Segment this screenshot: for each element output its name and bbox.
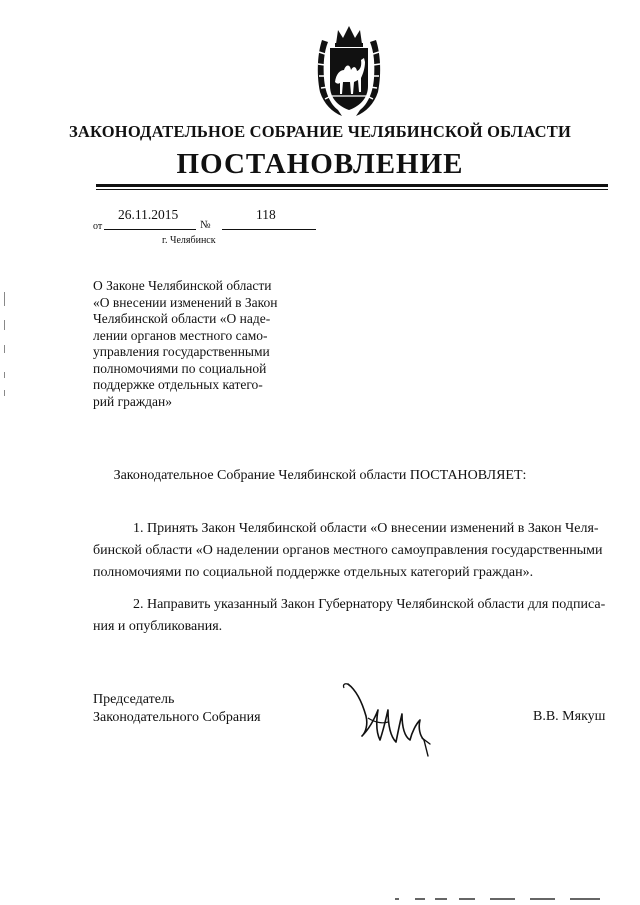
paragraph-line: бинской области «О наделении органов местного самоуправления государственными	[93, 543, 603, 558]
subject-line: Челябинской области «О наде-	[93, 311, 271, 326]
scan-mark	[4, 320, 5, 330]
signatory-name: В.В. Мякуш	[533, 709, 606, 724]
number-prefix: №	[200, 219, 211, 231]
date-underline	[104, 229, 196, 230]
subject-line: полномочиями по социальной	[93, 360, 267, 376]
signatory-role	[93, 691, 261, 727]
subject-line: поддержке отдельных катего-	[93, 377, 263, 392]
coat-of-arms-icon	[316, 22, 382, 118]
resolution-item-2	[93, 594, 608, 638]
subject-line: управления государственными	[93, 344, 270, 359]
handwritten-signature-icon	[338, 680, 442, 760]
paragraph-line: 1. Принять Закон Челябинской области «О внесении изменений в Закон Челя-	[133, 521, 599, 536]
subject-line: О Законе Челябинской области	[93, 278, 272, 293]
header-rule-thick	[96, 184, 608, 187]
subject-line: рий граждан»	[93, 393, 173, 409]
preamble: Законодательное Собрание Челябинской области ПОСТАНОВЛЯЕТ:	[113, 468, 527, 483]
scan-mark	[4, 345, 5, 353]
number-underline	[222, 229, 316, 230]
paragraph-line: полномочиями по социальной поддержке отдельных категорий граждан».	[93, 565, 534, 580]
paragraph-line: 2. Направить указанный Закон Губернатору Челябинской области для подписа-	[133, 597, 606, 612]
paragraph-line: ния и опубликования.	[93, 619, 223, 634]
scan-mark	[4, 292, 5, 306]
scan-footer-dashes	[395, 896, 600, 902]
scan-mark	[4, 390, 5, 396]
header-rule-thin	[96, 189, 608, 190]
document-number: 118	[256, 207, 276, 222]
resolution-item-1	[93, 518, 608, 584]
date-prefix: от	[93, 221, 103, 232]
scan-mark	[4, 372, 5, 378]
organization-title: ЗАКОНОДАТЕЛЬНОЕ СОБРАНИЕ ЧЕЛЯБИНСКОЙ ОБЛАСТИ	[68, 122, 572, 141]
subject-line: лении органов местного само-	[93, 327, 268, 343]
role-line: Законодательного Собрания	[93, 710, 261, 725]
subject-line: «О внесении изменений в Закон	[93, 294, 278, 310]
document-subject	[93, 278, 287, 410]
role-line: Председатель	[93, 692, 175, 707]
document-type-title: ПОСТАНОВЛЕНИЕ	[176, 148, 464, 180]
document-date: 26.11.2015	[118, 207, 179, 222]
city-label: г. Челябинск	[162, 235, 216, 246]
